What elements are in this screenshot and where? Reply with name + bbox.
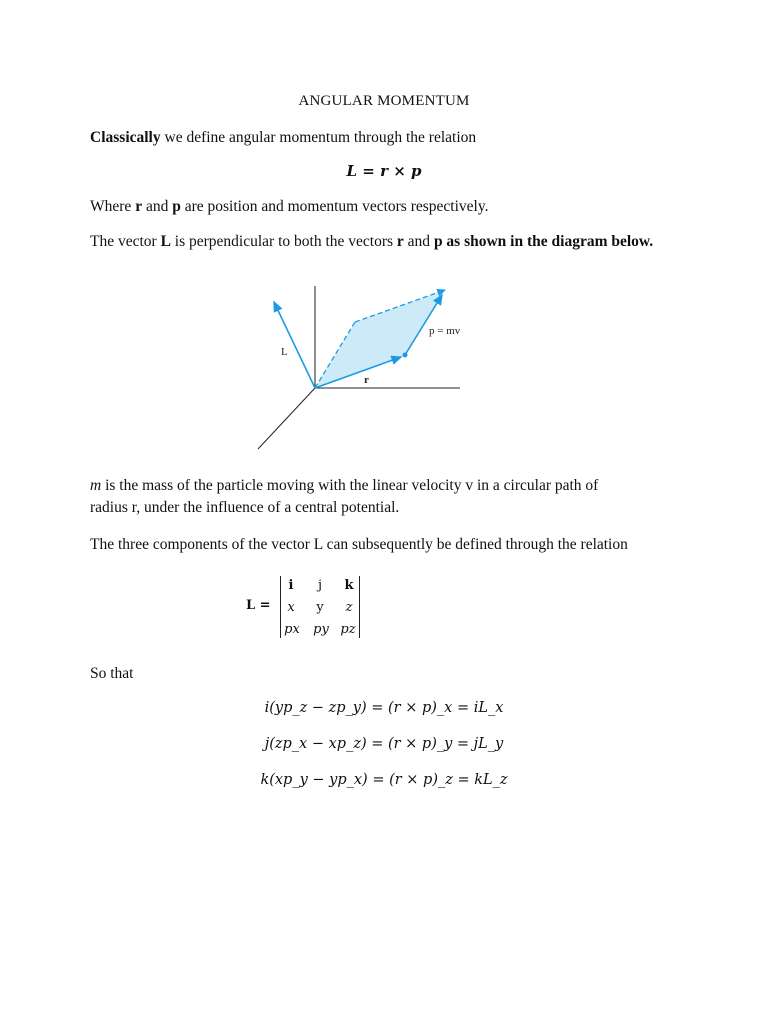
where-text-1: Where xyxy=(90,198,136,215)
equation-y-component: j(zp_x − xp_z) = (r × p)_y = jL_y xyxy=(264,736,504,752)
matrix-cell-px: px xyxy=(284,622,300,637)
components-paragraph: The three components of the vector L can subsequently be defined through the relation xyxy=(90,536,628,553)
label-p: p = mv xyxy=(429,325,461,337)
perp-text-2: is perpendicular to both the vectors xyxy=(170,233,397,250)
matrix-cell-j: j xyxy=(317,578,323,593)
so-that-text: So that xyxy=(90,665,134,682)
matrix-cell-pz: pz xyxy=(340,622,356,637)
perpendicular-paragraph xyxy=(90,231,680,253)
perp-text-1: The vector xyxy=(90,233,161,250)
matrix-cell-py: py xyxy=(313,622,329,637)
where-p: p xyxy=(172,198,181,215)
parallelogram-area xyxy=(315,290,445,388)
L-vector xyxy=(274,302,315,388)
intro-bold-word: Classically xyxy=(90,129,161,146)
matrix-cell-i: i xyxy=(288,578,294,593)
mass-symbol: m xyxy=(90,477,102,494)
perp-L: L xyxy=(160,233,171,250)
mass-text-line2: radius r, under the influence of a central potential. xyxy=(90,499,400,516)
intro-paragraph xyxy=(90,127,680,149)
mass-text-line1: is the mass of the particle moving with the linear velocity v in a circular path of xyxy=(101,477,599,494)
perp-r: r xyxy=(396,233,404,250)
perp-bold-tail: p as shown in the diagram below. xyxy=(433,233,654,250)
matrix-cell-x: x xyxy=(287,600,295,615)
equation-x-component: i(yp_z − zp_y) = (r × p)_x = iL_x xyxy=(264,700,504,716)
matrix-lhs: L = xyxy=(246,598,271,613)
where-r: r xyxy=(135,198,143,215)
matrix-cell-y: y xyxy=(316,600,324,615)
mass-paragraph xyxy=(90,475,680,519)
where-text-3: are position and momentum vectors respectively. xyxy=(180,198,489,215)
main-equation: L = r × p xyxy=(346,162,422,180)
label-r: r xyxy=(364,374,369,386)
angular-momentum-diagram xyxy=(255,282,470,454)
page-title: ANGULAR MOMENTUM xyxy=(298,93,470,109)
perp-text-3: and xyxy=(403,233,434,250)
intro-text: we define angular momentum through the relation xyxy=(160,129,477,146)
label-L: L xyxy=(281,346,288,358)
equation-z-component: k(xp_y − yp_x) = (r × p)_z = kL_z xyxy=(260,772,508,788)
matrix-cell-k: k xyxy=(344,578,354,593)
where-text-2: and xyxy=(142,198,173,215)
where-paragraph xyxy=(90,196,680,218)
y-axis xyxy=(258,388,315,449)
determinant-matrix xyxy=(242,574,372,640)
particle-dot xyxy=(403,353,408,358)
matrix-cell-z: z xyxy=(345,600,353,615)
